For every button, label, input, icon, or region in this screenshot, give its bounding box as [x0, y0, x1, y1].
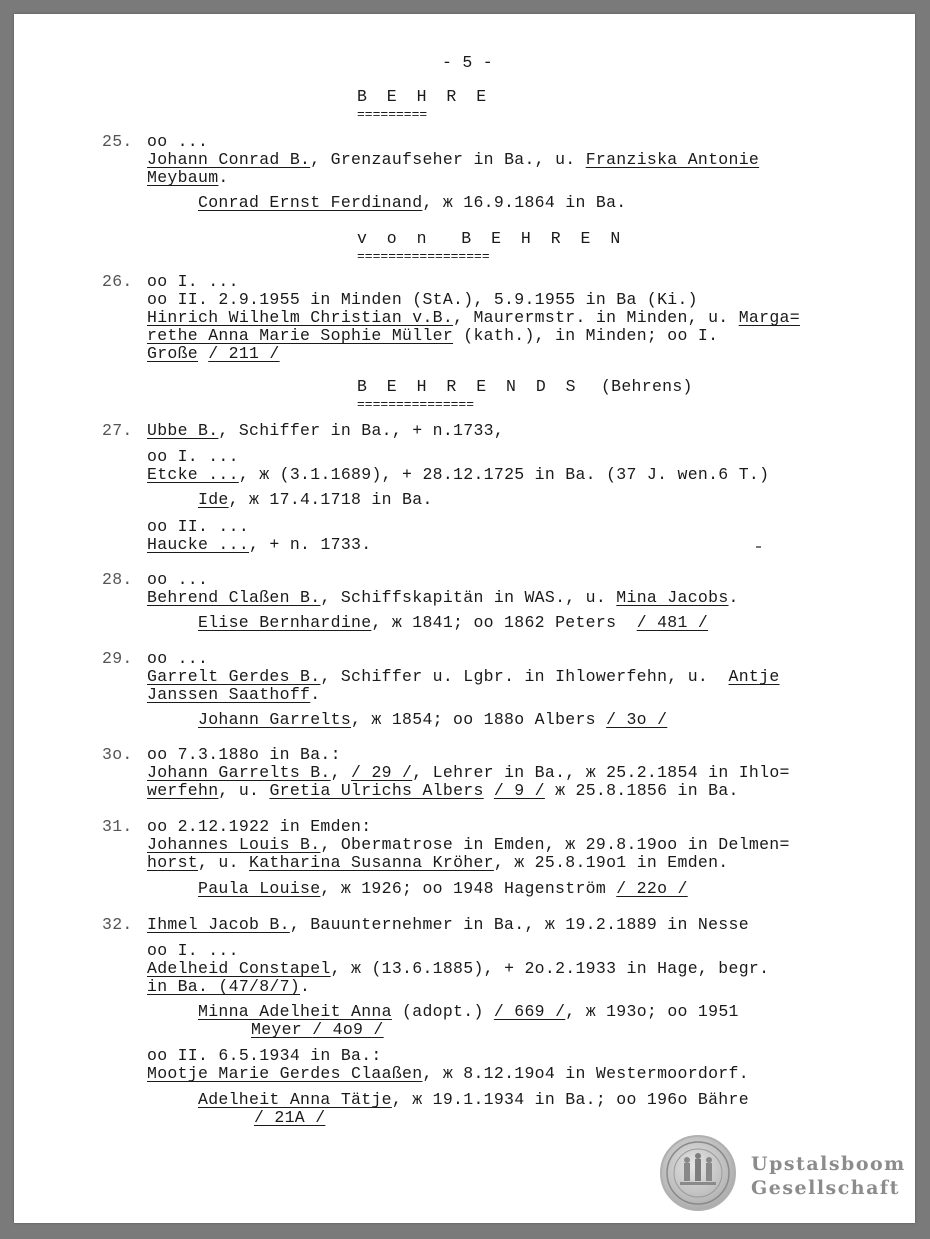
spouse-line-2: Mootje Marie Gerdes Claaßen, ж 8.12.19o4 in Westermoordorf. [147, 1064, 749, 1083]
child-line-2: Adelheit Anna Tätje, ж 19.1.1934 in Ba.; oo 196o Bähre [198, 1090, 749, 1109]
spouse-line-2: Haucke ..., + n. 1733. [147, 535, 372, 554]
marriage-line-2: oo II. ... [147, 517, 250, 536]
marriage-line: oo ... [147, 649, 209, 668]
marriage-line: oo ... [147, 132, 209, 151]
child-line-2-cont: / 21A / [254, 1108, 326, 1127]
entry-number: 32. [102, 915, 133, 934]
heading-rule-behrends: =============== [357, 397, 475, 412]
spouse-line: Hinrich Wilhelm Christian v.B., Maurermstr. in Minden, u. Marga= [147, 308, 800, 327]
spouse-line: Etcke ..., ж (3.1.1689), + 28.12.1725 in Ba. (37 J. wen.6 T.) [147, 465, 770, 484]
spouse-line: Johann Conrad B., Grenzaufseher in Ba., u. Franziska Antonie [147, 150, 760, 169]
marriage-line-2: oo II. 6.5.1934 in Ba.: [147, 1046, 382, 1065]
spouse-line-cont-2: Große / 211 / [147, 344, 280, 363]
child-line: Ide, ж 17.4.1718 in Ba. [198, 490, 433, 509]
marriage-line: oo I. ... [147, 272, 239, 291]
section-heading-behre: B E H R E [357, 87, 492, 106]
person-line: Ihmel Jacob B., Bauunternehmer in Ba., ж 19.2.1889 in Nesse [147, 915, 749, 934]
spouse-line-cont: in Ba. (47/8/7). [147, 977, 311, 996]
spouse-line: Adelheid Constapel, ж (13.6.1885), + 2o.2.1933 in Hage, begr. [147, 959, 770, 978]
entry-number: 27. [102, 421, 133, 440]
upstalsboom-seal-icon [660, 1135, 736, 1211]
child-line: Paula Louise, ж 1926; oo 1948 Hagenström / 22o / [198, 879, 688, 898]
child-line: Elise Bernhardine, ж 1841; oo 1862 Peters / 481 / [198, 613, 709, 632]
marriage-line: oo 7.3.188o in Ba.: [147, 745, 341, 764]
heading-rule-behre: ========= [357, 107, 428, 122]
child-line-cont: Meyer / 4o9 / [251, 1020, 384, 1039]
entry-number: 31. [102, 817, 133, 836]
marriage-line-2: oo II. 2.9.1955 in Minden (StA.), 5.9.1955 in Ba (Ki.) [147, 290, 698, 309]
section-heading-behrends: B E H R E N D S (Behrens) [357, 377, 693, 396]
spouse-line-cont: Meybaum. [147, 168, 229, 187]
marriage-line: oo I. ... [147, 447, 239, 466]
person-line: Ubbe B., Schiffer in Ba., + n.1733, [147, 421, 505, 440]
spouse-line: Johannes Louis B., Obermatrose in Emden, ж 29.8.19oo in Delmen= [147, 835, 790, 854]
logo-text-line2: Gesellschaft [751, 1177, 900, 1199]
spouse-line-cont: horst, u. Katharina Susanna Kröher, ж 25.8.19o1 in Emden. [147, 853, 729, 872]
marriage-line: oo 2.12.1922 in Emden: [147, 817, 372, 836]
spouse-line: Johann Garrelts B., / 29 /, Lehrer in Ba., ж 25.2.1854 in Ihlo= [147, 763, 790, 782]
scan-speck [756, 546, 761, 548]
page-number: - 5 - [442, 53, 494, 72]
spouse-line: Garrelt Gerdes B., Schiffer u. Lgbr. in Ihlowerfehn, u. Antje [147, 667, 780, 686]
spouse-line-cont: rethe Anna Marie Sophie Müller (kath.), in Minden; oo I. [147, 326, 719, 345]
entry-number: 26. [102, 272, 133, 291]
entry-number: 3o. [102, 745, 133, 764]
entry-number: 29. [102, 649, 133, 668]
marriage-line: oo ... [147, 570, 209, 589]
spouse-line-cont: werfehn, u. Gretia Ulrichs Albers / 9 / ж 25.8.1856 in Ba. [147, 781, 739, 800]
child-line: Conrad Ernst Ferdinand, ж 16.9.1864 in Ba. [198, 193, 627, 212]
entry-number: 25. [102, 132, 133, 151]
spouse-line-cont: Janssen Saathoff. [147, 685, 321, 704]
child-line: Johann Garrelts, ж 1854; oo 188o Albers / 3o / [198, 710, 668, 729]
section-heading-von-behren: v o n B E H R E N [357, 229, 626, 248]
spouse-line: Behrend Claßen B., Schiffskapitän in WAS., u. Mina Jacobs. [147, 588, 739, 607]
entry-number: 28. [102, 570, 133, 589]
marriage-line: oo I. ... [147, 941, 239, 960]
child-line: Minna Adelheit Anna (adopt.) / 669 /, ж 193o; oo 1951 [198, 1002, 739, 1021]
heading-rule-von-behren: ================= [357, 249, 490, 264]
document-page [14, 14, 915, 1223]
logo-text-line1: Upstalsboom [751, 1153, 906, 1175]
